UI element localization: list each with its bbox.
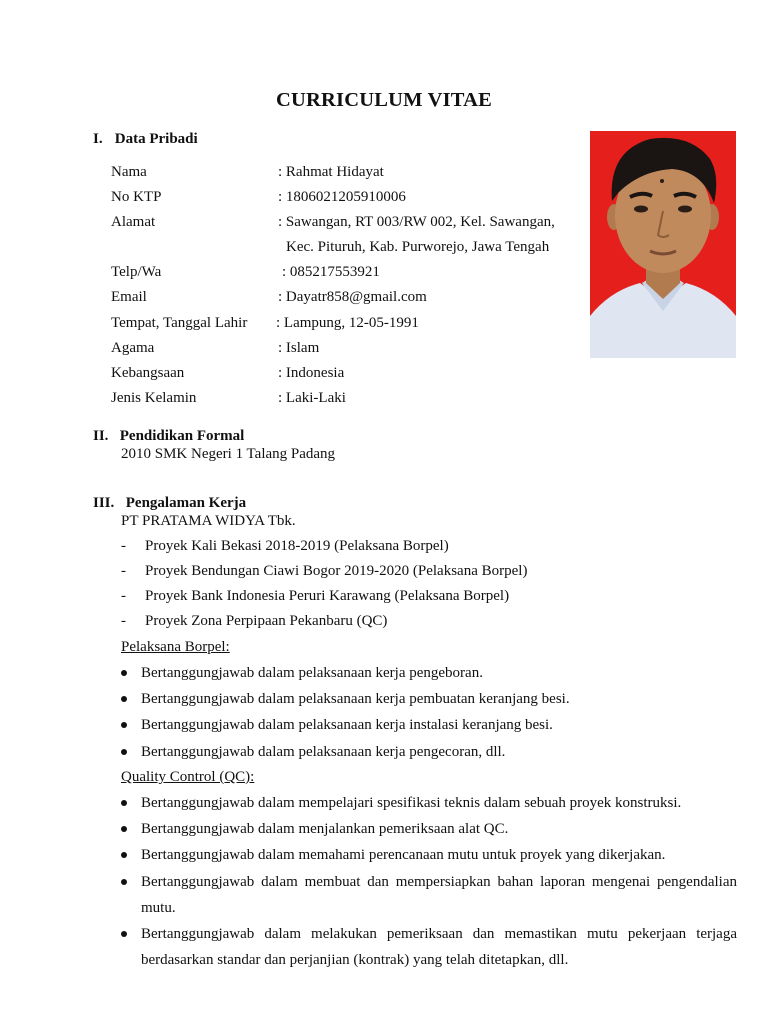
label-alamat: Alamat bbox=[111, 214, 156, 230]
list-item-text: Bertanggungjawab dalam menjalankan pemeriksaan alat QC. bbox=[141, 821, 509, 837]
list-item-text: Bertanggungjawab dalam pelaksanaan kerja instalasi keranjang besi. bbox=[141, 717, 553, 733]
section-number: III. bbox=[93, 495, 115, 511]
list-item-text: Bertanggungjawab dalam pelaksanaan kerja pembuatan keranjang besi. bbox=[141, 691, 570, 707]
label-telp: Telp/Wa bbox=[111, 264, 162, 280]
bullet-icon bbox=[121, 800, 127, 806]
bullet-icon bbox=[121, 670, 127, 676]
company-name: PT PRATAMA WIDYA Tbk. bbox=[121, 513, 296, 529]
value-telp: : 085217553921 bbox=[282, 264, 380, 280]
bullet-icon bbox=[121, 826, 127, 832]
list-dash: - bbox=[121, 588, 126, 604]
project-item bbox=[121, 611, 387, 631]
bullet-icon bbox=[121, 722, 127, 728]
project-text: Proyek Zona Perpipaan Pekanbaru (QC) bbox=[145, 613, 388, 629]
value-agama: : Islam bbox=[278, 340, 320, 356]
list-item-text: Bertanggungjawab dalam pelaksanaan kerja pengecoran, dll. bbox=[141, 744, 506, 760]
profile-photo bbox=[590, 131, 736, 358]
section-heading-education bbox=[93, 426, 244, 446]
label-ttl: Tempat, Tanggal Lahir bbox=[111, 315, 248, 331]
bullet-icon bbox=[121, 696, 127, 702]
list-item-text: Bertanggungjawab dalam memahami perencanaan mutu untuk proyek yang dikerjakan. bbox=[141, 847, 666, 863]
label-email: Email bbox=[111, 289, 147, 305]
education-entry: 2010 SMK Negeri 1 Talang Padang bbox=[121, 446, 336, 462]
value-no-ktp: : 1806021205910006 bbox=[278, 189, 406, 205]
bullet-icon bbox=[121, 879, 127, 885]
label-nama: Nama bbox=[111, 164, 147, 180]
section-number: I. bbox=[93, 131, 103, 147]
label-no-ktp: No KTP bbox=[111, 189, 162, 205]
value-nama: : Rahmat Hidayat bbox=[278, 164, 384, 180]
value-ttl: : Lampung, 12-05-1991 bbox=[276, 315, 419, 331]
value-alamat: : Sawangan, RT 003/RW 002, Kel. Sawangan, bbox=[278, 214, 555, 230]
value-kebangsaan: : Indonesia bbox=[278, 365, 345, 381]
value-email: : Dayatr858@gmail.com bbox=[278, 289, 427, 305]
section-title: Data Pribadi bbox=[114, 131, 198, 147]
bullet-icon bbox=[121, 931, 127, 937]
project-text: Proyek Bendungan Ciawi Bogor 2019-2020 (Pelaksana Borpel) bbox=[145, 563, 528, 579]
section-heading-personal bbox=[93, 129, 198, 149]
label-kebangsaan: Kebangsaan bbox=[111, 365, 185, 381]
person-photo-icon bbox=[590, 131, 736, 358]
label-jenis-kelamin: Jenis Kelamin bbox=[111, 390, 197, 406]
bullet-icon bbox=[121, 852, 127, 858]
role-title-qc: Quality Control (QC): bbox=[121, 769, 255, 785]
value-jenis-kelamin: : Laki-Laki bbox=[278, 390, 346, 406]
value-alamat-line2: Kec. Pituruh, Kab. Purworejo, Jawa Tengah bbox=[286, 239, 550, 255]
role-title-borpel: Pelaksana Borpel: bbox=[121, 639, 230, 655]
project-text: Proyek Bank Indonesia Peruri Karawang (Pelaksana Borpel) bbox=[145, 588, 510, 604]
list-dash: - bbox=[121, 538, 126, 554]
list-dash: - bbox=[121, 563, 126, 579]
bullet-icon bbox=[121, 749, 127, 755]
project-item bbox=[121, 561, 527, 581]
project-item bbox=[121, 536, 449, 556]
document-title: CURRICULUM VITAE bbox=[276, 89, 492, 111]
list-item-text: Bertanggungjawab dalam pelaksanaan kerja pengeboran. bbox=[141, 665, 483, 681]
project-item bbox=[121, 586, 509, 606]
list-item-continuation: mutu. bbox=[141, 900, 176, 916]
list-item-text: Bertanggungjawab dalam mempelajari spesifikasi teknis dalam sebuah proyek konstruksi. bbox=[141, 795, 682, 811]
section-heading-work bbox=[93, 493, 246, 513]
section-title: Pengalaman Kerja bbox=[125, 495, 247, 511]
label-agama: Agama bbox=[111, 340, 155, 356]
list-item-text: Bertanggungjawab dalam melakukan pemeriksaan dan memastikan mutu pekerjaan terjaga bbox=[141, 926, 737, 942]
section-number: II. bbox=[93, 428, 109, 444]
list-dash: - bbox=[121, 613, 126, 629]
section-title: Pendidikan Formal bbox=[119, 428, 245, 444]
list-item-continuation: berdasarkan standar dan perjanjian (kontrak) yang telah ditetapkan, dll. bbox=[141, 952, 569, 968]
list-item-text: Bertanggungjawab dalam membuat dan mempersiapkan bahan laporan mengenai pengendalian bbox=[141, 874, 737, 890]
project-text: Proyek Kali Bekasi 2018-2019 (Pelaksana Borpel) bbox=[145, 538, 449, 554]
